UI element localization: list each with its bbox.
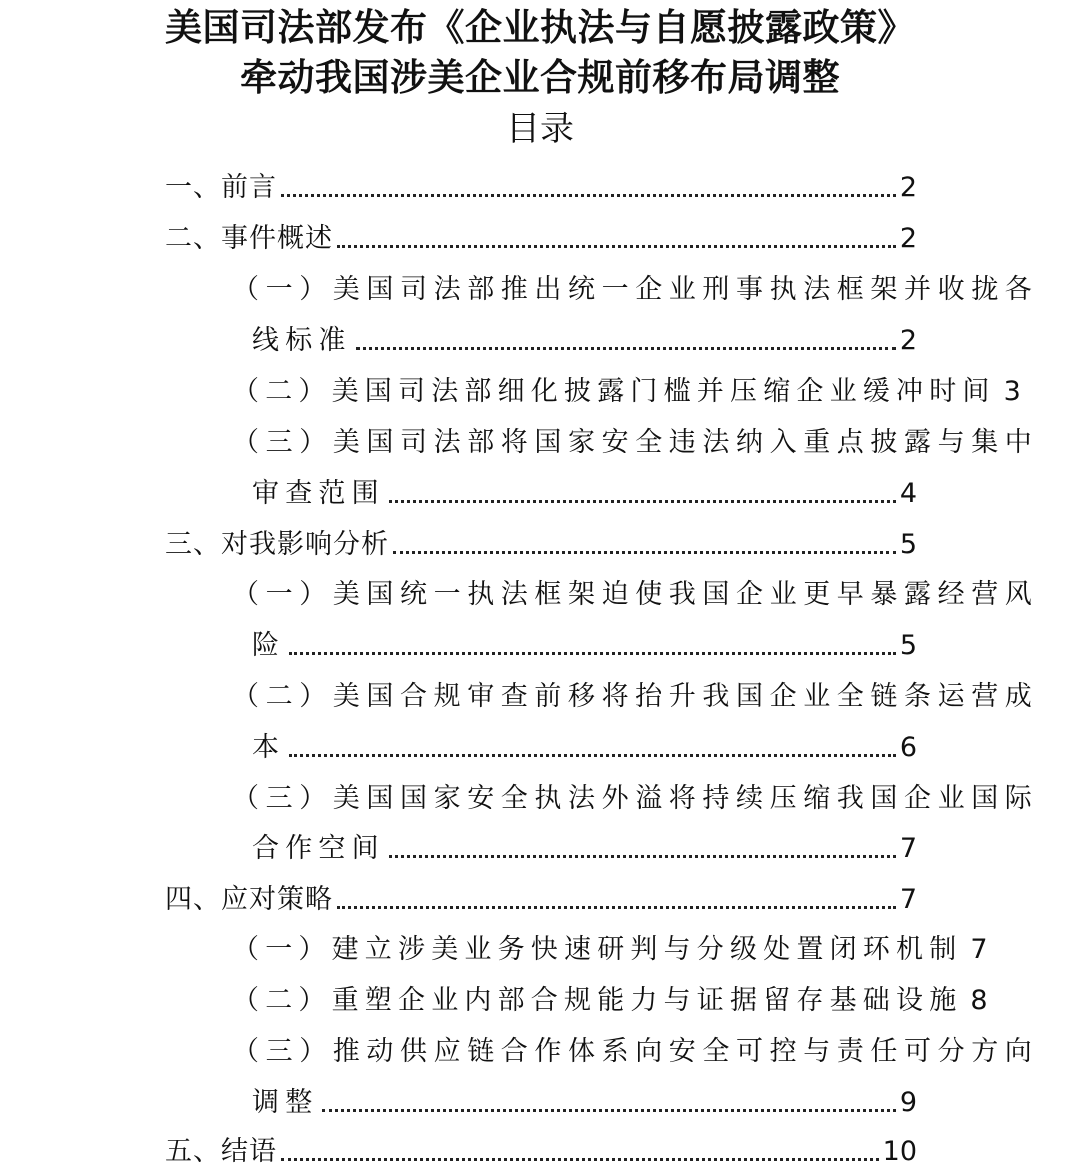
toc-subentry[interactable] xyxy=(232,677,1039,717)
toc-leader-dots xyxy=(281,194,896,197)
toc-page-number: 10 xyxy=(882,1136,917,1167)
toc-page-number: 2 xyxy=(899,223,917,254)
toc-entry[interactable] xyxy=(165,880,917,920)
toc-page-number: 7 xyxy=(899,884,917,915)
toc-subentry-continuation[interactable] xyxy=(252,626,917,666)
toc-leader-dots xyxy=(356,347,896,350)
toc-entry-label: （二）美国司法部细化披露门槛并压缩企业缓冲时间 xyxy=(232,376,996,407)
toc-subentry[interactable] xyxy=(232,981,988,1021)
toc-subentry[interactable] xyxy=(232,423,1039,463)
toc-entry-label: 线标准 xyxy=(252,325,352,356)
toc-entry[interactable] xyxy=(165,525,917,565)
toc-page-number: 4 xyxy=(899,478,917,509)
toc-entry-label: 五、结语 xyxy=(165,1136,277,1167)
toc-entry-label: 险 xyxy=(252,630,286,661)
document-title-line-1: 美国司法部发布《企业执法与自愿披露政策》 xyxy=(165,5,915,49)
toc-entry-label: （二）美国合规审查前移将抬升我国企业全链条运营成 xyxy=(232,681,1039,712)
toc-subentry[interactable] xyxy=(232,930,988,970)
toc-entry-label: （三）推动供应链合作体系向安全可控与责任可分方向 xyxy=(232,1036,1039,1067)
toc-subentry[interactable] xyxy=(232,1032,1039,1072)
toc-entry-label: （二）重塑企业内部合规能力与证据留存基础设施 xyxy=(232,985,963,1016)
toc-subentry-continuation[interactable] xyxy=(252,829,917,869)
toc-page-number: 8 xyxy=(970,985,988,1016)
toc-subentry[interactable] xyxy=(232,372,1021,412)
toc-entry-label: （三）美国司法部将国家安全违法纳入重点披露与集中 xyxy=(232,427,1039,458)
toc-page-number: 9 xyxy=(899,1087,917,1118)
toc-page-number: 2 xyxy=(899,172,917,203)
toc-subentry-continuation[interactable] xyxy=(252,728,917,768)
toc-leader-dots xyxy=(289,754,896,757)
toc-page-number: 3 xyxy=(1003,376,1021,407)
toc-page-number: 2 xyxy=(899,325,917,356)
toc-page-number: 5 xyxy=(899,529,917,560)
toc-subentry[interactable] xyxy=(232,575,1039,615)
document-title-line-2: 牵动我国涉美企业合规前移布局调整 xyxy=(240,55,840,99)
toc-subentry[interactable] xyxy=(232,270,1039,310)
toc-entry-label: 三、对我影响分析 xyxy=(165,529,389,560)
toc-entry-label: （一）美国统一执法框架迫使我国企业更早暴露经营风 xyxy=(232,579,1039,610)
toc-entry[interactable] xyxy=(165,1132,917,1172)
toc-leader-dots xyxy=(281,1158,879,1161)
toc-entry-label: 一、前言 xyxy=(165,172,277,203)
toc-entry-label: 四、应对策略 xyxy=(165,884,333,915)
toc-leader-dots xyxy=(337,906,896,909)
toc-leader-dots xyxy=(322,1109,895,1112)
toc-entry-label: 本 xyxy=(252,732,286,763)
toc-subentry-continuation[interactable] xyxy=(252,321,917,361)
toc-leader-dots xyxy=(389,500,896,503)
toc-entry-label: （一）建立涉美业务快速研判与分级处置闭环机制 xyxy=(232,934,963,965)
toc-page-number: 7 xyxy=(970,934,988,965)
toc-subentry-continuation[interactable] xyxy=(252,474,917,514)
toc-entry-label: 调整 xyxy=(252,1087,319,1118)
toc-heading: 目录 xyxy=(506,109,574,149)
toc-entry[interactable] xyxy=(165,219,917,259)
toc-page-number: 7 xyxy=(899,833,917,864)
toc-entry-label: 合作空间 xyxy=(252,833,385,864)
toc-subentry-continuation[interactable] xyxy=(252,1083,917,1123)
toc-entry-label: （三）美国国家安全执法外溢将持续压缩我国企业国际 xyxy=(232,783,1039,814)
toc-page-number: 6 xyxy=(899,732,917,763)
toc-leader-dots xyxy=(289,652,896,655)
toc-entry-label: （一）美国司法部推出统一企业刑事执法框架并收拢各 xyxy=(232,274,1039,305)
toc-leader-dots xyxy=(337,245,896,248)
toc-entry-label: 二、事件概述 xyxy=(165,223,333,254)
toc-page-number: 5 xyxy=(899,630,917,661)
toc-entry[interactable] xyxy=(165,168,917,208)
toc-leader-dots xyxy=(389,855,896,858)
toc-leader-dots xyxy=(393,551,896,554)
toc-entry-label: 审查范围 xyxy=(252,478,385,509)
toc-subentry[interactable] xyxy=(232,779,1039,819)
